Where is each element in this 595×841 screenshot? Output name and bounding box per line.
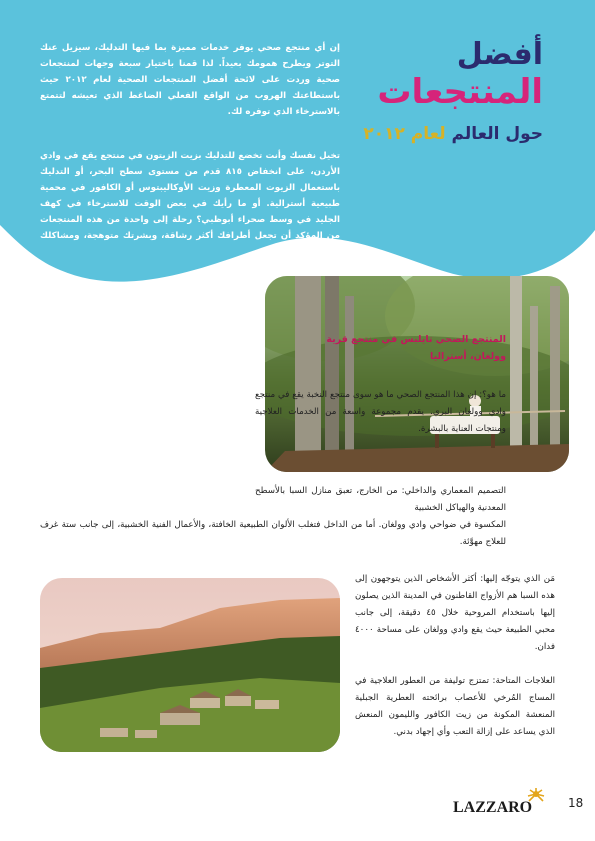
subtitle xyxy=(363,123,543,145)
valley-lodge-illustration xyxy=(40,578,340,752)
subtitle-year: لعام ٢٠١٢ xyxy=(363,124,446,144)
section2-paragraph-1: مَن الذي يتوجّه إليها: أكثر الأشخاص الذين يتوجهون إلى هذه السبا هم الأزواج القاطنون في المدينة الذين يصلون إليها باستخدام المروحية خلال ٤٥ دقيقة، إلى جانب محبي الطبيعة حيث يقع وادي وولغان على مساحة ٤٠٠٠ فدان. xyxy=(355,574,555,652)
forest-spa-photo xyxy=(265,276,569,472)
section1-paragraph-2a: التصميم المعماري والداخلي: من الخارج، تعبق منازل السبا بالأسطح المعدنية والهياكل الخشبية xyxy=(255,486,506,513)
page-number: 18 xyxy=(568,796,584,810)
title-line-2: المنتجعات xyxy=(377,72,543,112)
logo-text: LAZZARO xyxy=(453,799,533,816)
forest-spa-illustration xyxy=(265,276,569,472)
lazzaro-logo xyxy=(451,786,551,826)
intro-paragraph-2: تخيل نفسك وأنت تخضع للتدليك بزيت الزيتون في منتجع يقع في وادي الأردن، على انخفاض ٨١٥ قدم من مستوى سطح البحر، أو التدليك باستعمال الزيوت المعطرة وزيت الأوكاليبتوس أو الكافور في محمية طبيعية أسترالية. أو ما رأيك في بعض الوقت للاسترخاء في كهف الجليد في وسط صحراء أبوظبي؟ رحلة إلى واحدة من هذه المنتجعات من المؤكد أن تجعل أطرافك أكثر رشاقة، وبشرتك متوهجة، ومشاكلك بعيداً عنك. xyxy=(40,151,340,257)
intro-paragraph-1: إن أي منتجع صحي يوفر خدمات مميزة بما فيها التدليك، سيزيل عنك التوتر ويطرح همومك بعيداً. لذا قمنا باختيار سبعة وجهات لمنتجعات صحية وردت على لائحة أفضل المنتجعات الصحية لعام ٢٠١٢ حيث باستطاعتك الهروب من الواقع الفعلي الضاغط الذي تعيشه لتتمتع بالاسترخاء الذي توفره لك. xyxy=(40,43,340,117)
sun-logo-mark xyxy=(451,786,551,826)
subtitle-prefix: حول العالم xyxy=(445,124,543,144)
valley-lodge-photo xyxy=(40,578,340,752)
section2-paragraph-2: العلاجات المتاحة: تمتزج توليفة من العطور العلاجية في المساج المُرخي للأعصاب برائحته العطرية الجبلية المنعشة المكونة من زيت الكافور والليمون المنعش الذي يساعد على إزالة التعب وأي إجهاد بدني. xyxy=(355,676,555,737)
section1-heading: المنتجع الصحي تايلبس في منتجع قرية وولغان، أستراليا xyxy=(326,334,506,362)
section1-paragraph-2b: المكسوة في ضواحي وادي وولغان. أما من الداخل فتغلب الألوان الطبيعية الخافتة، والأعمال الفنية الخشبية، إلى جانب ستة غرف للعلاج مهوَّئة. xyxy=(40,520,506,547)
section1-paragraph-1: ما هو؟: إن هذا المنتجع الصحي ما هو سوى منتجع النخبة يقع في منتجع وادي وولغان البري. يقدم مجموعة واسعة من الخدمات العلاجية ومنتجات العناية بالبشرة. xyxy=(255,390,506,434)
title-line-1: أفضل xyxy=(456,37,543,72)
